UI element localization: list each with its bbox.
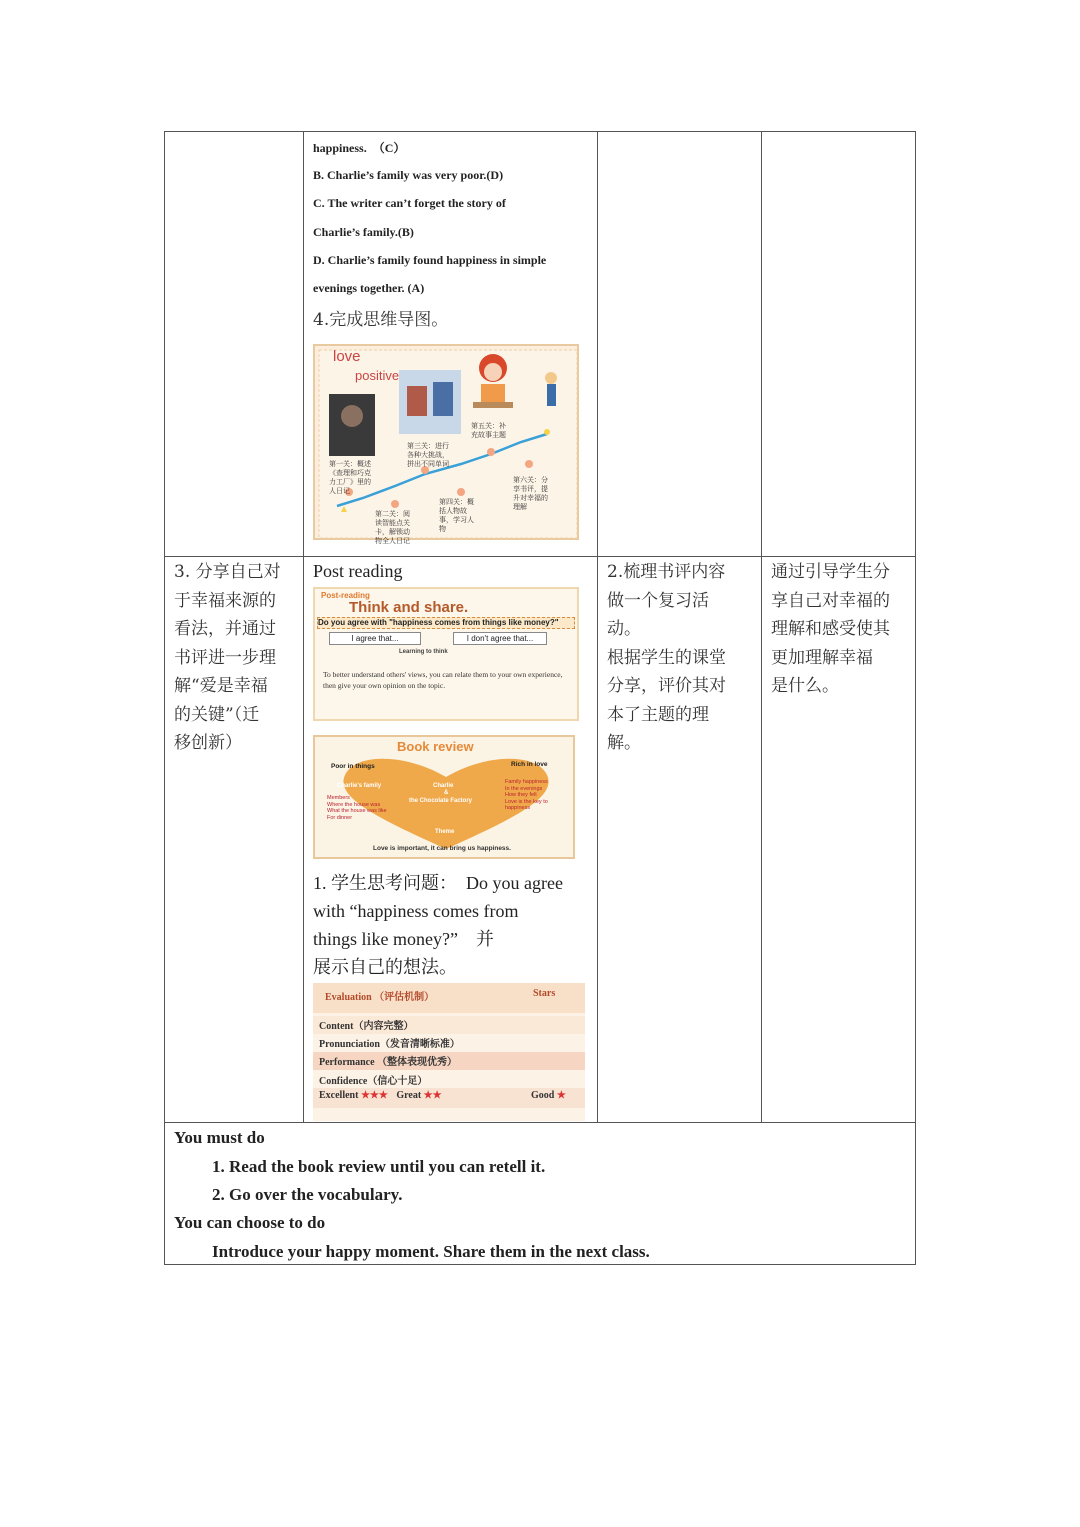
theme-label: Theme xyxy=(435,829,455,835)
mind-map-step: 第二关：阅读智能点关卡，解锁动物全人日记 xyxy=(375,511,410,545)
must-do-heading: You must do xyxy=(174,1128,265,1147)
post-reading-heading: Post reading xyxy=(313,561,403,581)
stars-icon: ★ xyxy=(556,1090,566,1101)
activity-design-line: 做一个复习活 xyxy=(607,590,709,611)
must-do-item: 1. Read the book review until you can retell it. xyxy=(212,1157,546,1176)
must-do-item: 2. Go over the vocabulary. xyxy=(212,1185,403,1204)
activity-design-line: 2.梳理书评内容 xyxy=(607,562,726,582)
objective-line: 书评进一步理 xyxy=(174,647,276,668)
left-items xyxy=(327,795,387,821)
objective-line: 于幸福来源的 xyxy=(174,590,276,611)
task-4-heading: 4.完成思维导图。 xyxy=(313,310,449,330)
stars-icon: ★★★ xyxy=(360,1090,388,1101)
agree-box: I agree that... xyxy=(329,632,421,645)
answer-line: B. Charlie’s family was very poor.(D) xyxy=(313,168,504,182)
answer-line: happiness. （C） xyxy=(313,141,406,155)
slide-tag: Post-reading xyxy=(321,591,370,600)
slide-question: Do you agree with "happiness comes from things like money?" xyxy=(317,617,575,629)
eval-rating-row xyxy=(319,1090,442,1101)
answer-line: Charlie’s family.(B) xyxy=(313,225,414,239)
objective-line: 看法，并通过 xyxy=(174,619,276,639)
book-review-title: Book review xyxy=(397,739,474,754)
intention-line: 是什么。 xyxy=(771,676,839,696)
row-divider xyxy=(164,556,916,557)
mind-map-step: 第六关：分享书评，提升对幸福的理解 xyxy=(513,477,548,511)
activity-design-line: 分享，评价其对 xyxy=(607,676,726,696)
answer-line: C. The writer can’t forget the story of xyxy=(313,196,506,210)
good-label: Good xyxy=(531,1090,555,1101)
family-label: Charlie's family xyxy=(337,783,382,789)
left-item: What the house was like xyxy=(327,808,387,814)
activity-line: things like money?” 并 xyxy=(313,929,494,949)
objective-line: 移创新） xyxy=(174,733,242,753)
eval-row: Confidence（信心十足） xyxy=(319,1076,428,1087)
excellent-label: Excellent xyxy=(319,1090,359,1101)
answer-line: D. Charlie’s family found happiness in simple xyxy=(313,253,547,267)
intention-line: 理解和感受使其 xyxy=(771,619,890,639)
poor-label: Poor in things xyxy=(331,763,375,770)
activity-line: with “happiness comes from xyxy=(313,901,519,921)
right-item: How they felt xyxy=(505,792,537,798)
great-label: Great xyxy=(396,1090,422,1101)
eval-row: Pronunciation（发音清晰标准） xyxy=(319,1039,460,1050)
learning-label: Learning to think xyxy=(399,649,448,655)
activity-design-line: 解。 xyxy=(607,733,641,753)
stars-icon: ★★ xyxy=(423,1090,442,1101)
objective-text xyxy=(174,558,281,758)
book-review-footer: Love is important, it can bring us happiness. xyxy=(373,845,511,852)
eval-header-left: Evaluation （评估机制） xyxy=(325,992,435,1003)
right-item: Love is the key to happiness xyxy=(505,798,548,811)
amp-label: & xyxy=(444,790,449,796)
right-item: In the evenings xyxy=(505,785,543,792)
factory-label: the Chocolate Factory xyxy=(409,798,473,804)
charlie-label: Charlie xyxy=(433,783,454,789)
right-item: Family happiness xyxy=(505,779,548,785)
objective-line: 的关键”（迁 xyxy=(174,704,260,725)
rich-label: Rich in love xyxy=(511,761,548,768)
row-divider xyxy=(164,1122,916,1123)
choose-item: Introduce your happy moment. Share them in the next class. xyxy=(212,1242,650,1261)
eval-good xyxy=(531,1090,566,1101)
activity-line: 展示自己的想法。 xyxy=(313,957,457,977)
mind-map-positive: positive xyxy=(355,368,400,383)
mind-map-step: 第一关：概述《查理和巧克力工厂》里的人日记 xyxy=(329,461,371,495)
right-items xyxy=(505,779,569,812)
mind-map-step: 第四关：概括人物故事，学习人物 xyxy=(439,499,474,533)
mind-map-slide xyxy=(313,344,579,545)
intention-line: 享自己对幸福的 xyxy=(771,590,890,611)
objective-line: 解“爱是幸福 xyxy=(174,676,268,696)
left-item: For dinner xyxy=(327,814,353,821)
objective-line: 3. 分享自己对 xyxy=(174,562,281,582)
think-and-share-slide xyxy=(313,587,579,721)
eval-header-right: Stars xyxy=(533,988,556,999)
activity-design-line: 根据学生的课堂 xyxy=(607,647,726,668)
intention-line: 通过引导学生分 xyxy=(771,562,890,582)
mind-map-step: 第三关：进行各种大挑战，拼出不同单词 xyxy=(407,443,449,468)
column-divider xyxy=(761,131,762,1123)
eval-row: Content（内容完整） xyxy=(319,1021,414,1032)
left-item: Members xyxy=(327,795,350,801)
book-review-slide xyxy=(313,735,575,859)
intention-text xyxy=(771,558,890,701)
activity-design-line: 本了主题的理 xyxy=(607,704,709,725)
intention-line: 更加理解幸福 xyxy=(771,647,873,668)
activity-text xyxy=(313,869,563,981)
answer-line: evenings together. (A) xyxy=(313,281,425,295)
mind-map-love: love xyxy=(333,348,361,365)
activity-design-line: 动。 xyxy=(607,619,641,639)
mind-map-step: 第五关：补充故事主题 xyxy=(471,423,506,439)
activity-design-text xyxy=(607,558,726,758)
evaluation-table xyxy=(313,983,585,1121)
slide-note: To better understand others' views, you can relate them to your own experience, then give your own opinion on the topic. xyxy=(323,670,563,690)
column-divider xyxy=(303,131,304,1123)
activity-line: 1. 学生思考问题： Do you agree xyxy=(313,873,563,893)
eval-row: Performance （整体表现优秀） xyxy=(319,1057,458,1068)
column-divider xyxy=(597,131,598,1123)
slide-title: Think and share. xyxy=(349,599,469,616)
disagree-box: I don't agree that... xyxy=(453,632,547,645)
choose-heading: You can choose to do xyxy=(174,1213,326,1232)
left-item: Where the house was xyxy=(327,801,381,808)
